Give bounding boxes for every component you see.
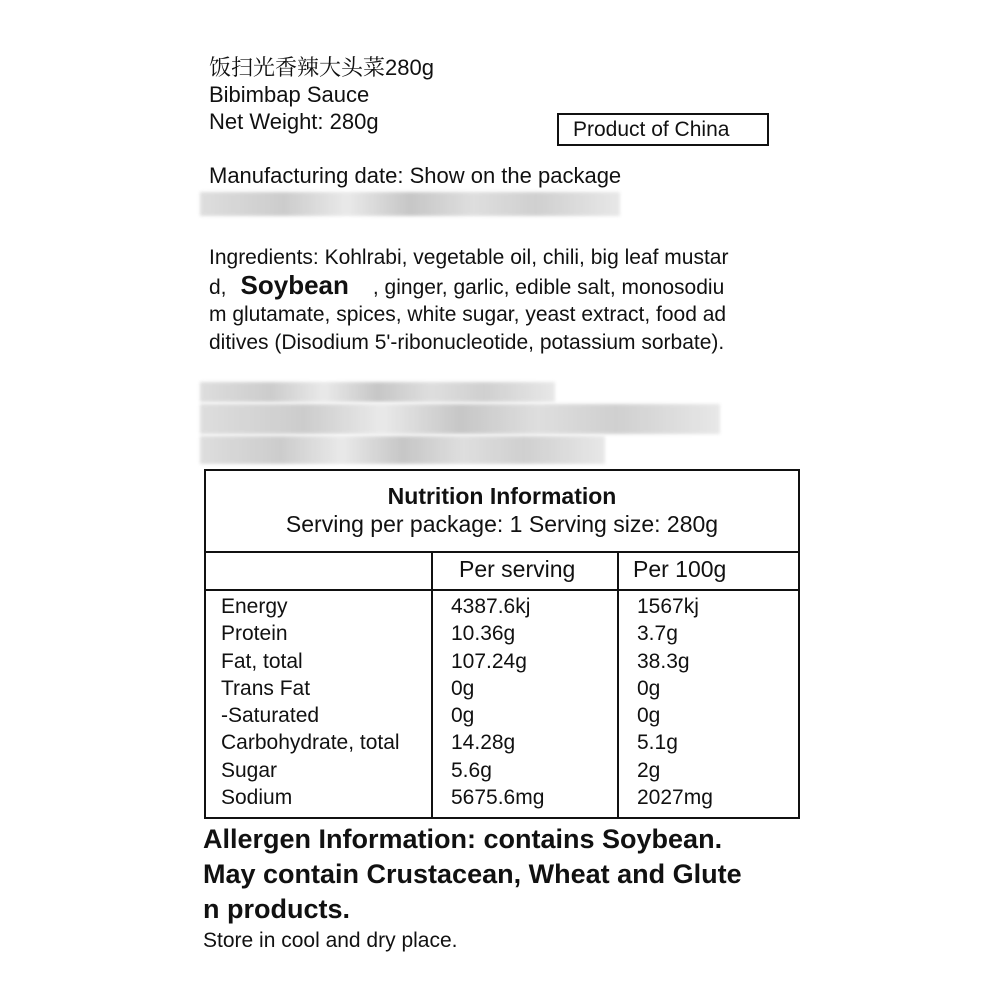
product-title-english: Bibimbap Sauce <box>209 82 370 107</box>
ingredients-line: ditives (Disodium 5'-ribonucleotide, potassium sorbate). <box>209 330 725 354</box>
redacted-text <box>200 404 720 434</box>
serving-info: Serving per package: 1 Serving size: 280g <box>285 511 719 537</box>
table-row: Fat, total 107.24g 38.3g <box>221 649 690 673</box>
nutrition-title: Nutrition Information <box>387 483 617 509</box>
table-row: Sodium 5675.6mg 2027mg <box>221 786 713 810</box>
ingredients-block <box>209 244 794 356</box>
table-row: Trans Fat 0g 0g <box>221 676 661 700</box>
origin-label: Product of China <box>557 113 769 146</box>
soybean-highlight: Soybean <box>240 269 349 300</box>
storage-instructions: Store in cool and dry place. <box>203 929 458 952</box>
ingredients-line: m glutamate, spices, white sugar, yeast extract, food ad <box>209 303 727 326</box>
col-per-100g: Per 100g <box>633 556 727 582</box>
ingredients-line: Ingredients: Kohlrabi, vegetable oil, chili, big leaf mustar <box>209 246 729 269</box>
product-title-chinese: 饭扫光香辣大头菜280g <box>209 55 434 80</box>
redacted-text <box>200 382 555 402</box>
table-row: Energy 4387.6kj 1567kj <box>221 595 699 618</box>
ingredients-line: d, Soybean , ginger, garlic, edible salt, monosodiu <box>209 269 725 300</box>
redacted-text <box>200 192 620 216</box>
manufacturing-date: Manufacturing date: Show on the package <box>209 163 622 188</box>
table-row: Carbohydrate, total 14.28g 5.1g <box>221 731 678 755</box>
table-row: Sugar 5.6g 2g <box>221 758 661 782</box>
nutrition-rows <box>206 593 798 811</box>
nutrition-table <box>204 469 800 819</box>
redacted-text <box>200 436 605 464</box>
nutrition-header <box>206 471 798 553</box>
table-row: Protein 10.36g 3.7g <box>221 622 678 646</box>
column-headers <box>206 551 798 591</box>
net-weight: Net Weight: 280g <box>209 109 379 134</box>
allergen-info: Allergen Information: contains Soybean. May contain Crustacean, Wheat and Glute n products. <box>203 824 742 924</box>
col-per-serving: Per serving <box>459 556 576 582</box>
table-row: -Saturated 0g 0g <box>221 704 661 728</box>
